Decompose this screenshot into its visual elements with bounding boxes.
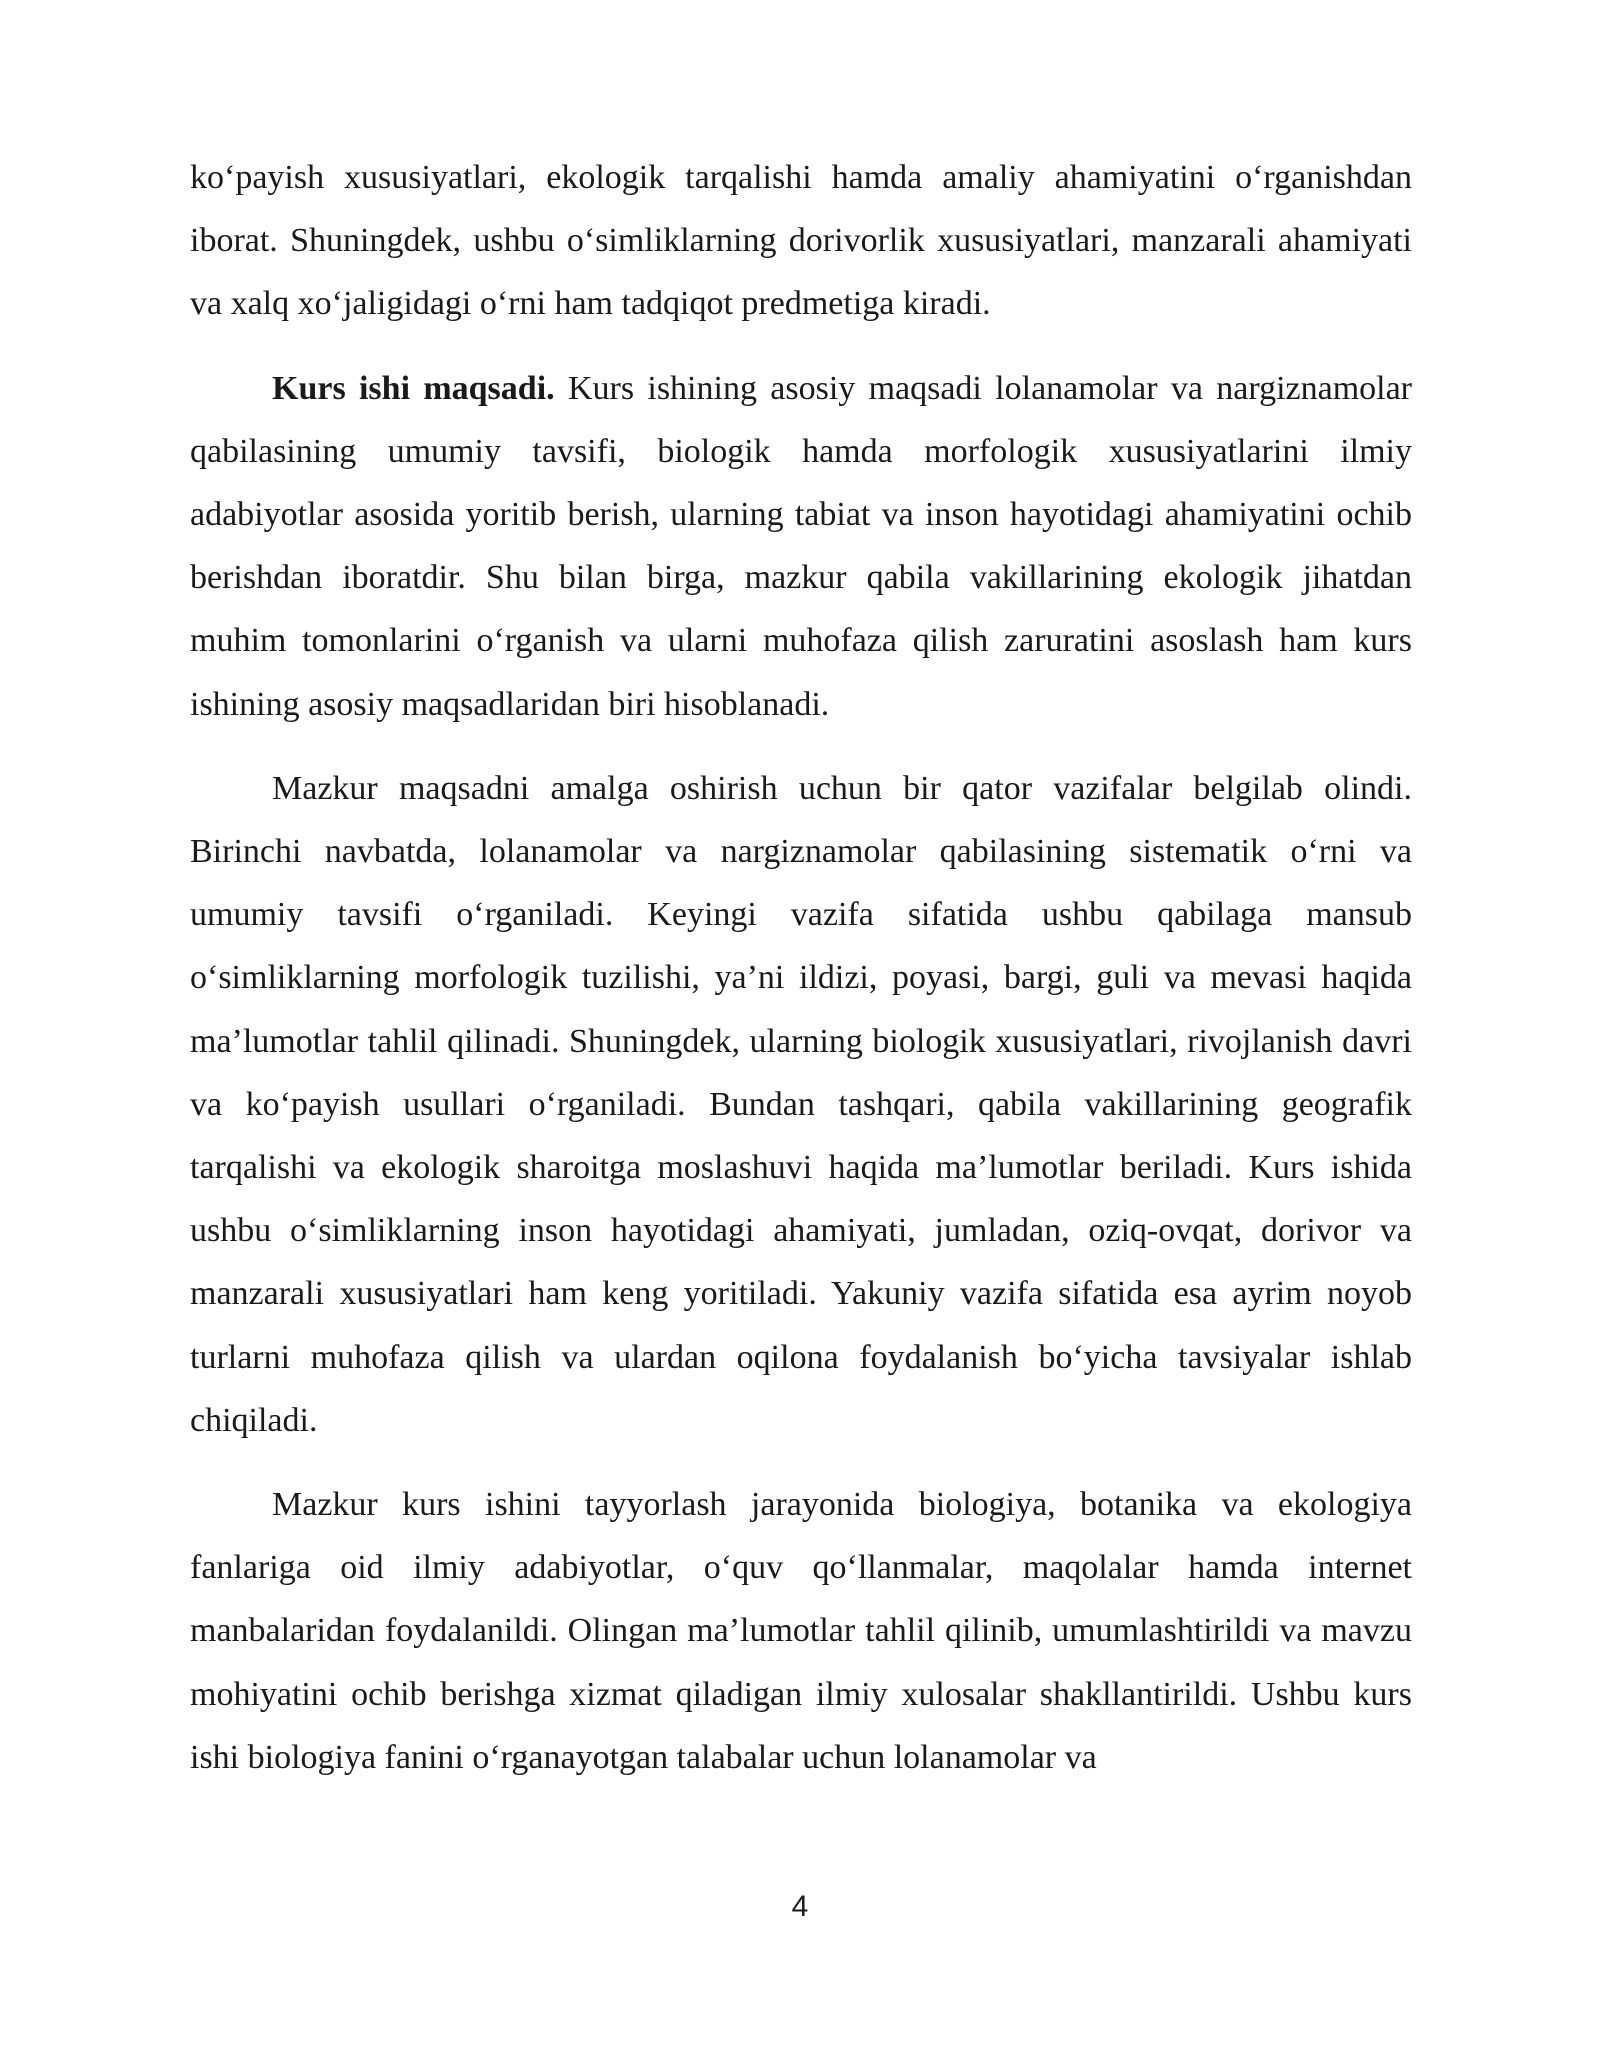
- paragraph-intro-continuation: [190, 146, 1412, 336]
- paragraph-course-aim: [190, 357, 1412, 736]
- paragraph-sources: [190, 1473, 1412, 1789]
- paragraph-text: Mazkur maqsadni amalga oshirish uchun bir qator vazifalar belgilab olindi. Birinchi navbatda, lolanamolar va nargiznamolar qabilasining sistematik o‘rni va umumiy tavsifi o‘rganiladi. Keyingi vazifa sifatida ushbu qabilaga mansub o‘simliklarning morfologik tuzilishi, ya’ni ildizi, poyasi, bargi, guli va mevasi haqida ma’lumotlar tahlil qilinadi. Shuningdek, ularning biologik xususiyatlari, rivojlanish davri va ko‘payish usullari o‘rganiladi. Bundan tashqari, qabila vakillarining geografik tarqalishi va ekologik sharoitga moslashuvi haqida ma’lumotlar beriladi. Kurs ishida ushbu o‘simliklarning inson hayotidagi ahamiyati, jumladan, oziq-ovqat, dorivor va manzarali xususiyatlari ham keng yoritiladi. Yakuniy vazifa sifatida esa ayrim noyob turlarni muhofaza qilish va ulardan oqilona foydalanish bo‘yicha tavsiyalar ishlab chiqiladi.: [190, 769, 1412, 1439]
- page-number: 4: [791, 1890, 809, 1923]
- body-text: [190, 146, 1412, 1810]
- paragraph-text: Kurs ishining asosiy maqsadi lolanamolar va nargiznamolar qabilasining umumiy tavsifi, biologik hamda morfologik xususiyatlarini ilmiy adabiyotlar asosida yoritib berish, ularning tabiat va inson hayotidagi ahamiyatini ochib berishdan iboratdir. Shu bilan birga, mazkur qabila vakillarining ekologik jihatdan muhim tomonlarini o‘rganish va ularni muhofaza qilish zaruratini asoslash ham kurs ishining asosiy maqsadlaridan biri hisoblanadi.: [190, 369, 1413, 723]
- section-lead-heading: Kurs ishi maqsadi.: [272, 369, 555, 407]
- paragraph-text: Mazkur kurs ishini tayyorlash jarayonida biologiya, botanika va ekologiya fanlariga oid ilmiy adabiyotlar, o‘quv qo‘llanmalar, maqolalar hamda internet manbalaridan foydalanildi. Olingan ma’lumotlar tahlil qilinib, umumlashtirildi va mavzu mohiyatini ochib berishga xizmat qiladigan ilmiy xulosalar shakllantirildi. Ushbu kurs ishi biologiya fanini o‘rganayotgan talabalar uchun lolanamolar va: [190, 1486, 1412, 1776]
- paragraph-tasks: [190, 757, 1412, 1452]
- paragraph-text: ko‘payish xususiyatlari, ekologik tarqalishi hamda amaliy ahamiyatini o‘rganishdan iborat. Shuningdek, ushbu o‘simliklarning dorivorlik xususiyatlari, manzarali ahamiyati va xalq xo‘jaligidagi o‘rni ham tadqiqot predmetiga kiradi.: [190, 159, 1412, 323]
